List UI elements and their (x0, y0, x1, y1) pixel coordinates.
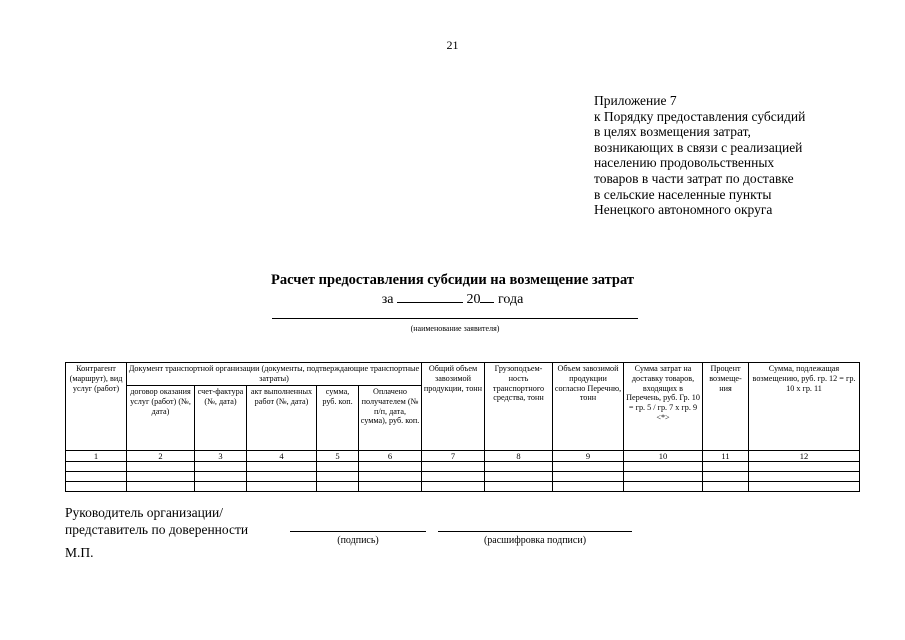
header-list-volume: Объем завозимой продукции согласно Перечню, тонн (553, 363, 624, 451)
table-cell[interactable] (485, 472, 553, 482)
applicant-caption: (наименование заявителя) (410, 324, 500, 333)
period-year-prefix: 20 (466, 292, 481, 307)
stamp-place: М.П. (65, 545, 94, 560)
table-cell[interactable] (66, 472, 127, 482)
table-cell[interactable] (749, 472, 860, 482)
table-cell[interactable] (485, 482, 553, 492)
header-act: акт выполненных работ (№, дата) (247, 386, 317, 451)
table-row (66, 482, 860, 492)
appendix-line: возникающих в связи с реализацией (594, 139, 803, 155)
table-cell[interactable] (195, 462, 247, 472)
table-cell[interactable] (359, 472, 422, 482)
table-cell[interactable] (553, 472, 624, 482)
table-cell[interactable] (247, 462, 317, 472)
signature-field[interactable] (290, 531, 426, 532)
column-number: 4 (247, 451, 317, 462)
header-contract: договор оказания услуг (работ) (№, дата) (127, 386, 195, 451)
period-prefix: за (381, 292, 394, 307)
signer-role-line2: представитель по доверенности (65, 522, 249, 537)
column-number: 7 (422, 451, 485, 462)
header-transport-document: Документ транспортной организации (документы, подтверждающие транспортные затраты) (127, 363, 422, 386)
header-amount: сумма, руб. коп. (317, 386, 359, 451)
table-cell[interactable] (422, 472, 485, 482)
table-cell[interactable] (553, 462, 624, 472)
table-cell[interactable] (359, 482, 422, 492)
appendix-line: населению продовольственных (594, 155, 775, 171)
header-reimbursement: Сумма, подлежащая возмещению, руб. гр. 12 = гр. 10 х гр. 11 (749, 363, 860, 451)
table-cell[interactable] (703, 472, 749, 482)
signer-block (65, 504, 248, 538)
table-cell[interactable] (703, 482, 749, 492)
table-row (66, 462, 860, 472)
signature-caption: (подпись) (337, 535, 379, 546)
table-cell[interactable] (624, 472, 703, 482)
table-cell[interactable] (247, 472, 317, 482)
table-cell[interactable] (66, 462, 127, 472)
column-number: 10 (624, 451, 703, 462)
appendix-line: товаров в части затрат по доставке (594, 170, 794, 186)
table-cell[interactable] (422, 482, 485, 492)
table-cell[interactable] (317, 462, 359, 472)
header-paid: Оплачено получателем (№ п/п, дата, сумма), руб. коп. (359, 386, 422, 451)
column-number: 11 (703, 451, 749, 462)
column-number: 5 (317, 451, 359, 462)
header-delivery-cost: Сумма затрат на доставку товаров, входящих в Перечень, руб. Гр. 10 = гр. 5 / гр. 7 х гр. 9 <*> (624, 363, 703, 451)
applicant-name-field[interactable] (272, 318, 638, 319)
header-invoice: счет-фактура (№, дата) (195, 386, 247, 451)
appendix-line: в целях возмещения затрат, (594, 124, 751, 140)
table-cell[interactable] (624, 482, 703, 492)
period-blank[interactable] (397, 290, 463, 303)
signature-decode-caption: (расшифровка подписи) (483, 535, 587, 546)
column-number: 9 (553, 451, 624, 462)
column-number: 8 (485, 451, 553, 462)
table-cell[interactable] (195, 482, 247, 492)
appendix-line: Ненецкого автономного округа (594, 202, 773, 218)
column-number: 12 (749, 451, 860, 462)
table-cell[interactable] (485, 462, 553, 472)
table-cell[interactable] (553, 482, 624, 492)
table-cell[interactable] (749, 462, 860, 472)
table-cell[interactable] (127, 462, 195, 472)
table-cell[interactable] (127, 472, 195, 482)
table-cell[interactable] (66, 482, 127, 492)
table-cell[interactable] (317, 482, 359, 492)
table-cell[interactable] (422, 462, 485, 472)
table-row (66, 472, 860, 482)
column-number: 1 (66, 451, 127, 462)
appendix-line: Приложение 7 (594, 93, 677, 108)
table-cell[interactable] (359, 462, 422, 472)
table-cell[interactable] (247, 482, 317, 492)
page-number: 21 (446, 38, 459, 52)
year-blank[interactable] (480, 290, 494, 303)
appendix-header (594, 93, 805, 218)
column-number: 2 (127, 451, 195, 462)
subsidy-table (65, 362, 860, 492)
signature-decode-field[interactable] (438, 531, 632, 532)
column-number: 3 (195, 451, 247, 462)
header-capacity: Грузоподъем-ность транспортного средства, тонн (485, 363, 553, 451)
header-counterparty: Контрагент (маршрут), вид услуг (работ) (66, 363, 127, 451)
appendix-line: к Порядку предоставления субсидий (594, 108, 806, 124)
table-cell[interactable] (317, 472, 359, 482)
table-cell[interactable] (195, 472, 247, 482)
appendix-line: в сельские населенные пункты (594, 186, 772, 202)
column-number: 6 (359, 451, 422, 462)
header-percent: Процент возмеще-ния (703, 363, 749, 451)
period-line (0, 290, 905, 308)
table-cell[interactable] (624, 462, 703, 472)
table-cell[interactable] (749, 482, 860, 492)
period-suffix: года (497, 292, 524, 307)
header-total-volume: Общий объем завозимой продукции, тонн (422, 363, 485, 451)
table-cell[interactable] (127, 482, 195, 492)
signer-role-line1: Руководитель организации/ (65, 505, 224, 520)
document-title: Расчет предоставления субсидии на возмещение затрат (271, 272, 634, 288)
table-cell[interactable] (703, 462, 749, 472)
